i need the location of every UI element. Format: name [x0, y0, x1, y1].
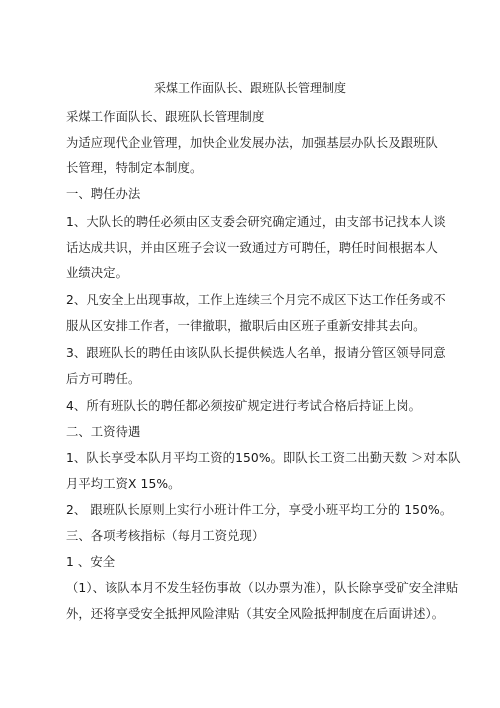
- document-title: 采煤工作面队长、跟班队长管理制度: [153, 81, 346, 95]
- text-line: 1、大队长的聘任必须由区支委会研究确定通过，由支部书记找本人谈: [66, 215, 446, 229]
- text-line: 后方可聘任。: [66, 372, 141, 386]
- section-heading: 二、工资待遇: [66, 425, 141, 439]
- text-line: 1、队长享受本队月平均工资的150%。即队长工资二出勤天数 ＞对本队: [66, 451, 461, 465]
- text-line: 外，还将享受安全抵押风险津贴（其安全风险抵押制度在后面讲述）。: [66, 607, 445, 621]
- text-line: 服从区安排工作者，一律撤职，撤职后由区班子重新安排其去向。: [66, 319, 426, 333]
- section-heading: 一、聘任办法: [66, 187, 141, 201]
- text-line: 为适应现代企业管理，加快企业发展办法，加强基层办队长及跟班队: [66, 136, 438, 150]
- text-line: 2、 跟班队长原则上实行小班计件工分，享受小班平均工分的 150%。: [66, 503, 453, 517]
- text-line: 2、凡安全上出现事故，工作上连续三个月完不成区下达工作任务或不: [66, 293, 446, 307]
- text-line: 1 、安全: [66, 555, 116, 569]
- text-line: 3、跟班队长的聘任由该队队长提供候选人名单，报请分管区领导同意: [66, 346, 446, 360]
- text-line: 4、所有班队长的聘任都必须按矿规定进行考试合格后持证上岗。: [66, 399, 422, 413]
- text-line: 话达成共识，并由区班子会议一致通过方可聘任，聘任时间根据本人: [66, 241, 438, 255]
- section-heading: 三、各项考核指标（每月工资兑现）: [66, 529, 265, 543]
- text-line: （1）、该队本月不发生轻伤事故（以办票为准），队长除享受矿安全津贴: [66, 581, 459, 595]
- text-line: 月平均工资X 15%。: [66, 477, 181, 491]
- text-line: 采煤工作面队长、跟班队长管理制度: [66, 110, 265, 124]
- text-line: 业绩决定。: [66, 266, 128, 280]
- text-line: 长管理，特制定本制度。: [66, 161, 203, 175]
